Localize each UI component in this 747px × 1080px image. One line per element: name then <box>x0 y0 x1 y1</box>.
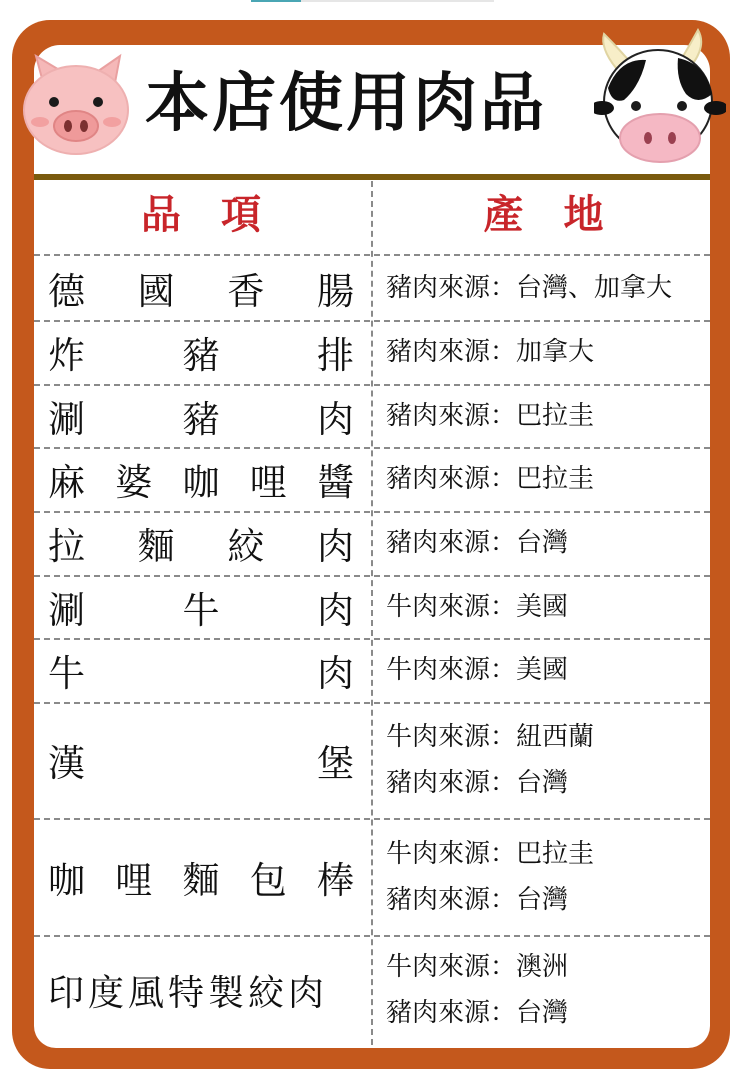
table-row-origin: 牛肉來源：巴拉圭 <box>386 838 595 869</box>
item-char: 堡 <box>317 742 354 785</box>
table-row-item <box>48 256 354 320</box>
pig-icon <box>20 46 132 158</box>
table-row-item <box>48 702 354 818</box>
item-char: 肉 <box>317 588 354 632</box>
page-title: 本店使用肉品 <box>145 67 547 141</box>
item-char: 涮 <box>48 397 85 441</box>
column-divider <box>371 181 373 1045</box>
item-char: 德 <box>48 270 85 313</box>
item-char: 炸 <box>48 334 85 377</box>
table-row-item <box>48 320 354 384</box>
item-column-header: 品 項 <box>141 192 261 238</box>
table-row-origin: 豬肉來源：加拿大 <box>386 337 595 367</box>
item-char: 麵 <box>137 525 175 568</box>
table-row-item <box>48 638 354 702</box>
item-char: 咖 <box>48 858 85 902</box>
table-row-item <box>48 384 354 447</box>
table-row-item <box>48 818 354 935</box>
item-char: 豬 <box>182 334 220 377</box>
table-row-item: 印度風特製絞肉 <box>48 972 329 1014</box>
item-char: 香 <box>227 270 265 313</box>
item-char: 麵 <box>182 858 220 902</box>
item-char: 肉 <box>316 525 354 568</box>
origin-column-header: 產 地 <box>483 192 604 238</box>
table-row-origin: 牛肉來源：美國 <box>386 655 569 685</box>
item-char: 咖 <box>182 461 220 504</box>
table-row-origin: 牛肉來源：美國 <box>386 591 569 622</box>
table-row-origin: 豬肉來源：台灣 <box>386 998 569 1028</box>
table-row-origin: 豬肉來源：巴拉圭 <box>386 400 595 431</box>
header-divider <box>34 174 710 180</box>
top-strip <box>251 0 494 2</box>
item-char: 婆 <box>115 461 153 504</box>
table-row-origin: 豬肉來源：巴拉圭 <box>386 464 595 494</box>
table-row-item <box>48 511 354 575</box>
item-char: 醬 <box>317 461 354 504</box>
item-char: 排 <box>317 334 354 377</box>
table-row-origin: 牛肉來源：紐西蘭 <box>386 722 595 752</box>
table-row-item <box>48 447 354 511</box>
item-char: 肉 <box>317 397 354 441</box>
item-char: 哩 <box>249 461 287 504</box>
item-char: 麻 <box>48 461 85 504</box>
item-char: 牛 <box>48 652 85 695</box>
item-char: 絞 <box>227 525 265 568</box>
item-char: 肉 <box>317 652 354 695</box>
item-char: 涮 <box>48 588 85 632</box>
cow-icon <box>594 28 726 166</box>
item-char: 拉 <box>48 525 85 568</box>
item-char: 腸 <box>316 270 354 313</box>
item-char: 國 <box>137 270 175 313</box>
table-row-origin: 牛肉來源：澳洲 <box>386 952 569 982</box>
item-char: 漢 <box>48 742 85 785</box>
table-row-origin: 豬肉來源：台灣 <box>386 768 569 798</box>
item-char: 棒 <box>317 858 354 902</box>
table-row-item <box>48 575 354 638</box>
table-row-origin: 豬肉來源：台灣、加拿大 <box>386 273 673 303</box>
table-row-origin: 豬肉來源：台灣 <box>386 528 569 558</box>
item-char: 豬 <box>182 397 220 441</box>
table-row-origin: 豬肉來源：台灣 <box>386 884 569 915</box>
item-char: 牛 <box>182 588 220 632</box>
item-char: 哩 <box>115 858 153 902</box>
item-char: 包 <box>249 858 287 902</box>
